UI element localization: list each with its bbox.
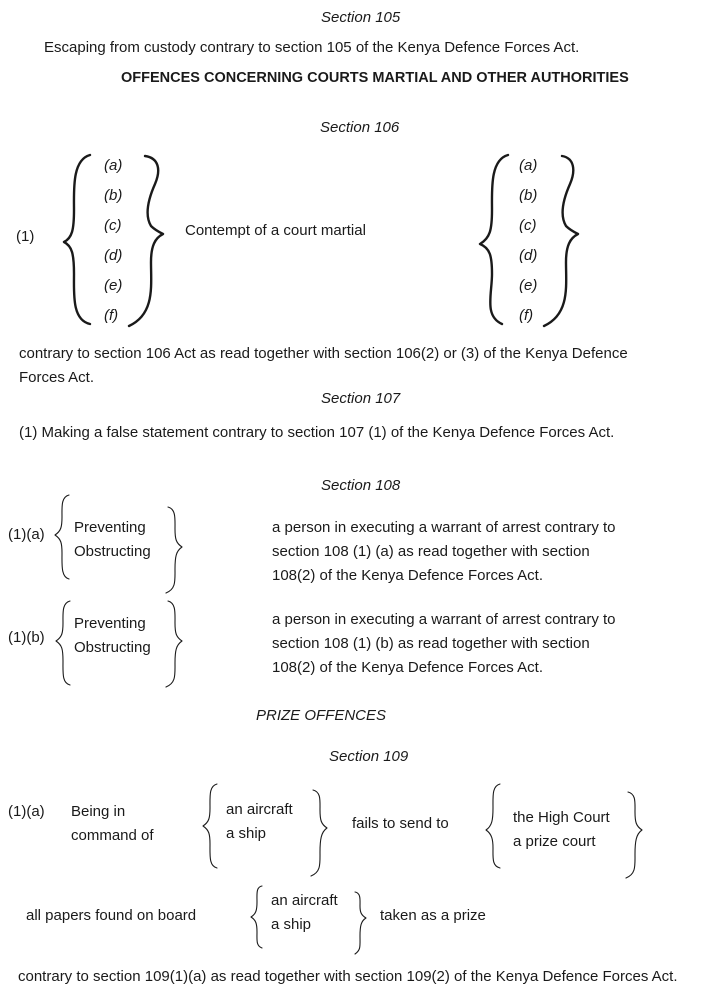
right-item-a: (a) [519,157,538,174]
s108-a-option-preventing: Preventing [74,519,146,536]
section-106-tail-line-2: Forces Act. [19,369,95,386]
left-item-f: (f) [104,307,119,324]
s109-vessel-brace-open [201,782,221,872]
right-item-e: (e) [519,277,538,294]
section-106-label: (1) [16,228,35,245]
section-105-heading: Section 105 [321,9,401,26]
s108-a-text-line: 108(2) of the Kenya Defence Forces Act. [272,567,543,584]
s109-papers-brace-open [249,884,265,950]
s109-papers-brace-close [352,890,368,956]
s109-vessel-brace-close [309,788,329,878]
left-brace-open [60,150,100,330]
s108-a-option-obstructing: Obstructing [74,543,151,560]
s109-vessel-ship: a ship [226,825,267,842]
section-106-tail-line-1: contrary to section 106 Act as read together with section 106(2) or (3) of the Kenya Defence [19,345,628,362]
taken-as-prize-text: taken as a prize [380,907,486,924]
s108-b-text-line: section 108 (1) (b) as read together with section [272,635,590,652]
section-107-text: (1) Making a false statement contrary to section 107 (1) of the Kenya Defence Forces Act. [19,424,615,441]
s109-papers-ship: a ship [271,916,312,933]
s109-court-brace-open [484,782,504,872]
section-107-heading: Section 107 [321,390,401,407]
section-108-a-label: (1)(a) [8,526,45,543]
s108-a-brace-close [164,505,184,595]
s108-b-option-obstructing: Obstructing [74,639,151,656]
right-brace-close [540,150,585,330]
being-in-line-2: command of [71,827,154,844]
being-in-line-1: Being in [71,803,126,820]
right-item-d: (d) [519,247,538,264]
papers-found-text: all papers found on board [26,907,197,924]
s109-court-prize-court: a prize court [513,833,596,850]
fails-to-send-text: fails to send to [352,815,449,832]
s109-papers-aircraft: an aircraft [271,892,338,909]
right-item-b: (b) [519,187,538,204]
s108-b-text-line: a person in executing a warrant of arrest contrary to [272,611,616,628]
s108-a-text-line: a person in executing a warrant of arrest contrary to [272,519,616,536]
prize-offences-heading: PRIZE OFFENCES [256,707,387,724]
left-item-c: (c) [104,217,122,234]
section-109-heading: Section 109 [329,748,409,765]
right-brace-open [476,150,516,330]
s109-vessel-aircraft: an aircraft [226,801,293,818]
right-item-f: (f) [519,307,534,324]
part-heading: OFFENCES CONCERNING COURTS MARTIAL AND OTHER AUTHORITIES [121,70,629,86]
left-item-a: (a) [104,157,123,174]
contempt-text: Contempt of a court martial [185,222,366,239]
section-105-text: Escaping from custody contrary to section 105 of the Kenya Defence Forces Act. [44,39,580,56]
s109-court-brace-close [624,790,644,880]
right-item-c: (c) [519,217,537,234]
section-109-tail: contrary to section 109(1)(a) as read together with section 109(2) of the Kenya Defence Forces Act. [18,968,678,985]
s108-b-option-preventing: Preventing [74,615,146,632]
s108-b-brace-close [164,599,184,689]
section-106-heading: Section 106 [320,119,400,136]
section-109-label: (1)(a) [8,803,45,820]
s108-a-brace-open [53,493,73,583]
s108-a-text-line: section 108 (1) (a) as read together with section [272,543,590,560]
section-108-heading: Section 108 [321,477,401,494]
s108-b-text-line: 108(2) of the Kenya Defence Forces Act. [272,659,543,676]
left-item-b: (b) [104,187,123,204]
left-brace-close [125,150,170,330]
s108-b-brace-open [54,599,74,689]
left-item-d: (d) [104,247,123,264]
section-108-b-label: (1)(b) [8,629,45,646]
left-item-e: (e) [104,277,123,294]
s109-court-high-court: the High Court [513,809,610,826]
